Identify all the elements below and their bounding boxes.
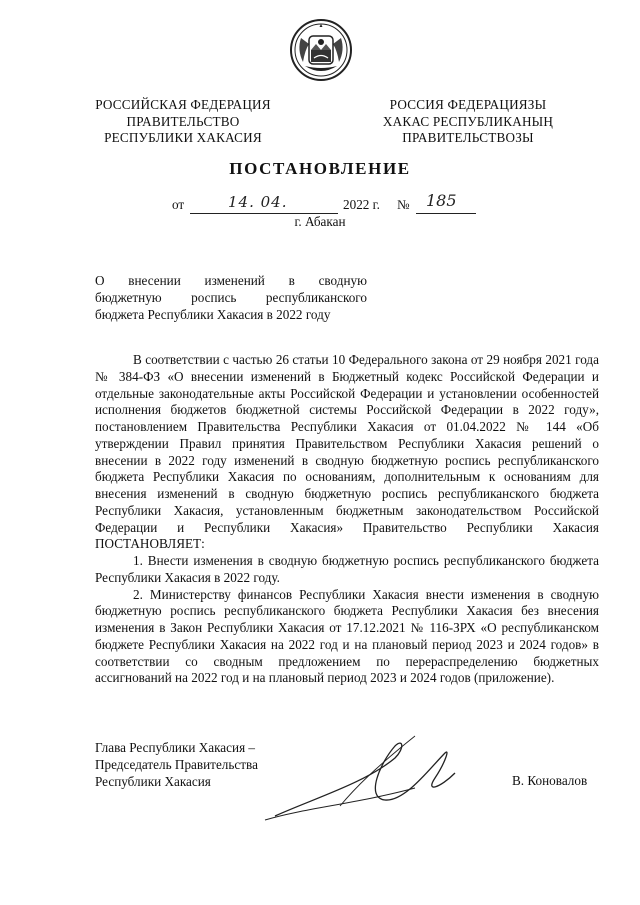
handwritten-date: 14. 04. (228, 193, 288, 211)
header-ru-line: РЕСПУБЛИКИ ХАКАСИЯ (104, 130, 262, 145)
header-ru (88, 97, 278, 147)
header-khakas (368, 97, 568, 147)
body-paragraph: 2. Министерству финансов Республики Хакасия внести изменения в сводную бюджетную роспись республиканского бюджета Республики Хакасия без внесения изменения в Закон Республики Хакасия от 17.12.2021 № 116-ЗРХ «О республиканском бюджете Республики Хакасия на 2022 год и на плановый период 2023 и 2024 годов» в соответствии со сводным предложением по перераспределению бюджетных ассигнований на 2022 год и на плановый период 2023 и 2024 годов (приложение). (95, 586, 599, 686)
header-khakas-line: РОССИЯ ФЕДЕРАЦИЯЗЫ (389, 97, 547, 112)
header-khakas-line: ХАКАС РЕСПУБЛИКАНЫҢ (382, 113, 554, 129)
city-label: г. Абакан (294, 214, 346, 229)
header-khakas-line: ПРАВИТЕЛЬСТВОЗЫ (402, 130, 534, 145)
handwritten-signature (245, 728, 475, 828)
signatory-title-line: Республики Хакасия (95, 773, 211, 789)
document-title: ПОСТАНОВЛЕНИЕ (229, 159, 411, 178)
year-label: 2022 г. (343, 197, 380, 212)
from-label: от (172, 197, 185, 212)
subject-line: бюджетную роспись республиканского (95, 289, 367, 305)
signatory-title-line: Глава Республики Хакасия – (95, 740, 256, 755)
handwritten-number: 185 (426, 191, 457, 210)
document-subject (95, 273, 367, 323)
signatory-title (95, 740, 258, 790)
signatory-title-line: Председатель Правительства (95, 756, 258, 772)
document-body (95, 352, 599, 687)
subject-line: О внесении изменений в сводную (95, 273, 367, 288)
body-paragraph: 1. Внести изменения в сводную бюджетную роспись республиканского бюджета Республики Хакасия в 2022 году. (95, 553, 599, 585)
header-ru-line: ПРАВИТЕЛЬСТВО (126, 113, 240, 129)
body-paragraph: В соответствии с частью 26 статьи 10 Федерального закона от 29 ноября 2021 года № 384-ФЗ «О внесении изменений в Бюджетный кодекс Российской Федерации и отдельные законодательные акты Российской Федерации и установлении особенностей исполнения бюджетов бюджетной системы Российской Федерации в 2022 году», постановлением Правительства Республики Хакасия от 01.04.2022 № 144 «Об утверждении Правил принятия Правительством Республики Хакасия решений о внесении в 2022 году изменений в сводную бюджетную роспись республиканского бюджета Республики Хакасия по основаниям, дополнительным к основаниям для внесения изменений в сводную бюджетную роспись республиканского бюджета Республики Хакасия, установленным бюджетным законодательством Российской Федерации и Республики Хакасия» Правительство Республики Хакасия ПОСТАНОВЛЯЕТ: (95, 352, 599, 552)
header-ru-line: РОССИЙСКАЯ ФЕДЕРАЦИЯ (95, 97, 271, 112)
coat-of-arms-emblem (289, 18, 353, 82)
signatory-name: В. Коновалов (512, 773, 588, 788)
subject-line: бюджета Республики Хакасия в 2022 году (95, 306, 331, 322)
number-label: № (397, 197, 410, 212)
